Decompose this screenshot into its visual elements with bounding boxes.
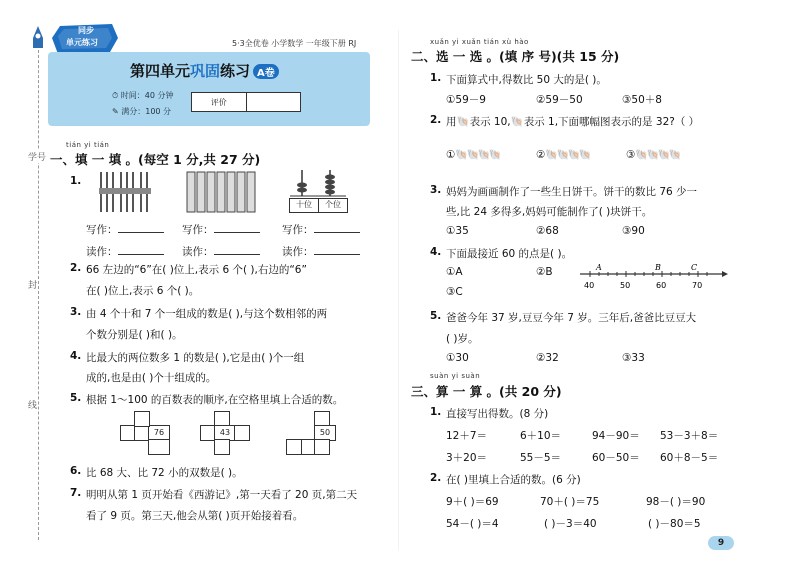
s2-q3-opt3[interactable]: ③90: [622, 225, 645, 237]
numline-label-60: 60: [656, 281, 667, 290]
s3-q2-number: 2.: [430, 472, 442, 484]
answer-blank[interactable]: [214, 244, 260, 255]
s1-q6-line1: 比 68 大、比 72 小的双数是( )。: [86, 467, 243, 479]
s2-q1-opt2[interactable]: ②59－50: [536, 94, 583, 106]
time-label: ⏱ 时间：40 分钟: [112, 91, 174, 100]
s2-q5-opt3[interactable]: ③33: [622, 352, 645, 364]
badge-line1: 同步: [78, 26, 94, 35]
numline-point-C: C: [691, 263, 698, 272]
s2-q4-opt2[interactable]: ②B: [536, 266, 553, 278]
s1-q4-line2: 成的,也是由( )个十组成的。: [86, 372, 217, 384]
numline-point-B: B: [655, 263, 661, 272]
fill-5[interactable]: ( )－3＝40: [544, 518, 597, 530]
s2-q5-line1: 爸爸今年 37 岁,豆豆今年 7 岁。三年后,爸爸比豆豆大: [446, 312, 697, 324]
s1-q5-number: 5.: [70, 392, 82, 404]
s2-q1-opt1[interactable]: ①59－9: [446, 94, 486, 106]
score-icon: ✎: [112, 107, 119, 116]
s2-q2-opt3[interactable]: ③🐚🐚🐚🐚: [626, 149, 680, 161]
numline-label-40: 40: [584, 281, 595, 290]
section1-pinyin: tián yi tián: [66, 141, 110, 149]
binding-label-mid: 封: [28, 278, 37, 291]
shells-picture-icon: 🐚🐚🐚🐚: [545, 149, 590, 161]
answer-blank[interactable]: [118, 244, 164, 255]
abacus-place-labels: [289, 198, 348, 213]
s3-q1-text: 直接写出得数。(8 分): [446, 408, 549, 420]
badge-line2: 单元练习: [66, 38, 98, 47]
numline-point-A: A: [596, 263, 602, 272]
read-row-3: 读作：: [282, 244, 360, 259]
s2-q5-number: 5.: [430, 310, 442, 322]
s2-q1-text: 下面算式中,得数比 50 大的是( )。: [446, 74, 607, 86]
write-row-3: 写作：: [282, 222, 360, 237]
s1-q7-number: 7.: [70, 487, 82, 499]
s1-q7-line1: 明明从第 1 页开始看《西游记》,第一天看了 20 页,第二天: [86, 489, 358, 501]
s2-q4-opt1[interactable]: ①A: [446, 266, 463, 278]
write-row-2: 写作：: [182, 222, 260, 237]
s2-q3-line2: 些,比 24 多得多,妈妈可能制作了( )块饼干。: [446, 206, 653, 218]
s1-q7-line2: 看了 9 页。第三天,他会从第( )页开始接着看。: [86, 510, 304, 522]
fill-2[interactable]: 70＋( )＝75: [540, 496, 600, 508]
binding-label-top: 学号: [28, 150, 46, 163]
binding-label-bot: 线: [28, 398, 37, 411]
s1-q4-number: 4.: [70, 350, 82, 362]
s1-q5-line1: 根据 1～100 的百数表的顺序,在空格里填上合适的数。: [86, 394, 344, 406]
calc-2[interactable]: 6＋10＝: [520, 430, 562, 442]
s2-q5-opt2[interactable]: ②32: [536, 352, 559, 364]
fill-1[interactable]: 9＋( )＝69: [446, 496, 499, 508]
fill-6[interactable]: ( )－80＝5: [648, 518, 701, 530]
read-row-1: 读作：: [86, 244, 164, 259]
s3-q2-text: 在( )里填上合适的数。(6 分): [446, 474, 581, 486]
grid-given-value: 76: [148, 425, 170, 441]
section1-title: 一、填 一 填 。(每空 1 分,共 27 分): [50, 152, 261, 167]
tens-blocks-icon: [185, 170, 257, 214]
shell-stack-icon: 🐚: [456, 116, 470, 128]
calc-6[interactable]: 55－5＝: [520, 452, 562, 464]
section2-title: 二、选 一 选 。(填 序 号)(共 15 分): [411, 49, 620, 64]
read-row-2: 读作：: [182, 244, 260, 259]
s1-q3-line2: 个数分别是( )和( )。: [86, 329, 183, 341]
answer-blank[interactable]: [314, 222, 360, 233]
s1-q2-line2: 在( )位上,表示 6 个( )。: [86, 285, 200, 297]
s2-q2-text: 用🐚表示 10,🐚表示 1,下面哪幅图表示的是 32?（ ）: [446, 116, 700, 128]
grid-given-value: 50: [314, 425, 336, 441]
calc-5[interactable]: 3＋20＝: [446, 452, 488, 464]
rocket-icon: [28, 24, 48, 54]
s2-q1-number: 1.: [430, 72, 442, 84]
evaluation-label: 评价: [192, 93, 247, 111]
s1-q2-number: 2.: [70, 262, 82, 274]
s1-q2-line1: 66 左边的“6”在( )位上,表示 6 个( ),右边的“6”: [86, 264, 307, 276]
page-number: 9: [708, 536, 734, 550]
bundled-sticks-icon: [97, 170, 155, 214]
number-line: [578, 262, 728, 292]
answer-blank[interactable]: [214, 222, 260, 233]
unit-badge: A卷: [253, 64, 279, 79]
evaluation-box[interactable]: [191, 92, 301, 112]
clock-icon: ⏱: [112, 91, 119, 100]
calc-7[interactable]: 60－50＝: [592, 452, 640, 464]
shells-picture-icon: 🐚🐚🐚🐚: [455, 149, 500, 161]
calc-1[interactable]: 12＋7＝: [446, 430, 488, 442]
shells-picture-icon: 🐚🐚🐚🐚: [635, 149, 680, 161]
s2-q5-line2: ( )岁。: [446, 333, 479, 345]
abacus-icon: [288, 168, 348, 198]
s1-q3-line1: 由 4 个十和 7 个一组成的数是( ),与这个数相邻的两: [86, 308, 328, 320]
calc-4[interactable]: 53－3＋8＝: [660, 430, 719, 442]
s3-q1-number: 1.: [430, 406, 442, 418]
s2-q2-number: 2.: [430, 114, 442, 126]
score-label: ✎ 满分：100 分: [112, 107, 172, 116]
s2-q3-line1: 妈妈为画画制作了一些生日饼干。饼干的数比 76 少一: [446, 186, 698, 198]
s2-q1-opt3[interactable]: ③50＋8: [622, 94, 662, 106]
s2-q4-text: 下面最接近 60 的点是( )。: [446, 248, 573, 260]
unit-title: 第四单元巩固练习 A卷: [130, 60, 279, 81]
s1-q4-line1: 比最大的两位数多 1 的数是( ),它是由( )个一组: [86, 352, 305, 364]
page-fold: [398, 30, 399, 550]
evaluation-field[interactable]: [247, 93, 301, 111]
section3-title: 三、算 一 算 。(共 20 分): [411, 384, 562, 399]
fill-3[interactable]: 98－( )＝90: [646, 496, 706, 508]
s2-q3-opt1[interactable]: ①35: [446, 225, 469, 237]
write-row-1: 写作：: [86, 222, 164, 237]
calc-8[interactable]: 60＋8－5＝: [660, 452, 719, 464]
ten-place-label: 十位: [290, 199, 319, 212]
s2-q2-opt1[interactable]: ①🐚🐚🐚🐚: [446, 149, 500, 161]
grid-given-value: 43: [214, 425, 236, 441]
shell-icon: 🐚: [510, 116, 524, 128]
answer-blank[interactable]: [118, 222, 164, 233]
answer-blank[interactable]: [314, 244, 360, 255]
s2-q4-number: 4.: [430, 246, 442, 258]
numline-label-70: 70: [692, 281, 703, 290]
calc-3[interactable]: 94－90＝: [592, 430, 640, 442]
s1-q1-number: 1.: [70, 175, 82, 187]
s2-q4-opt3[interactable]: ③C: [446, 286, 463, 298]
book-info: 5·3全优卷 小学数学 一年级下册 RJ: [232, 39, 357, 48]
s2-q3-number: 3.: [430, 184, 442, 196]
one-place-label: 个位: [325, 200, 341, 209]
binding-line: [38, 40, 39, 540]
fill-4[interactable]: 54－( )＝4: [446, 518, 499, 530]
s2-q5-opt1[interactable]: ①30: [446, 352, 469, 364]
section2-pinyin: xuǎn yi xuǎn tián xù hào: [430, 38, 529, 46]
s1-q3-number: 3.: [70, 306, 82, 318]
s2-q3-opt2[interactable]: ②68: [536, 225, 559, 237]
s1-q6-number: 6.: [70, 465, 82, 477]
s2-q2-opt2[interactable]: ②🐚🐚🐚🐚: [536, 149, 590, 161]
numline-label-50: 50: [620, 281, 631, 290]
section3-pinyin: suàn yi suàn: [430, 372, 481, 380]
